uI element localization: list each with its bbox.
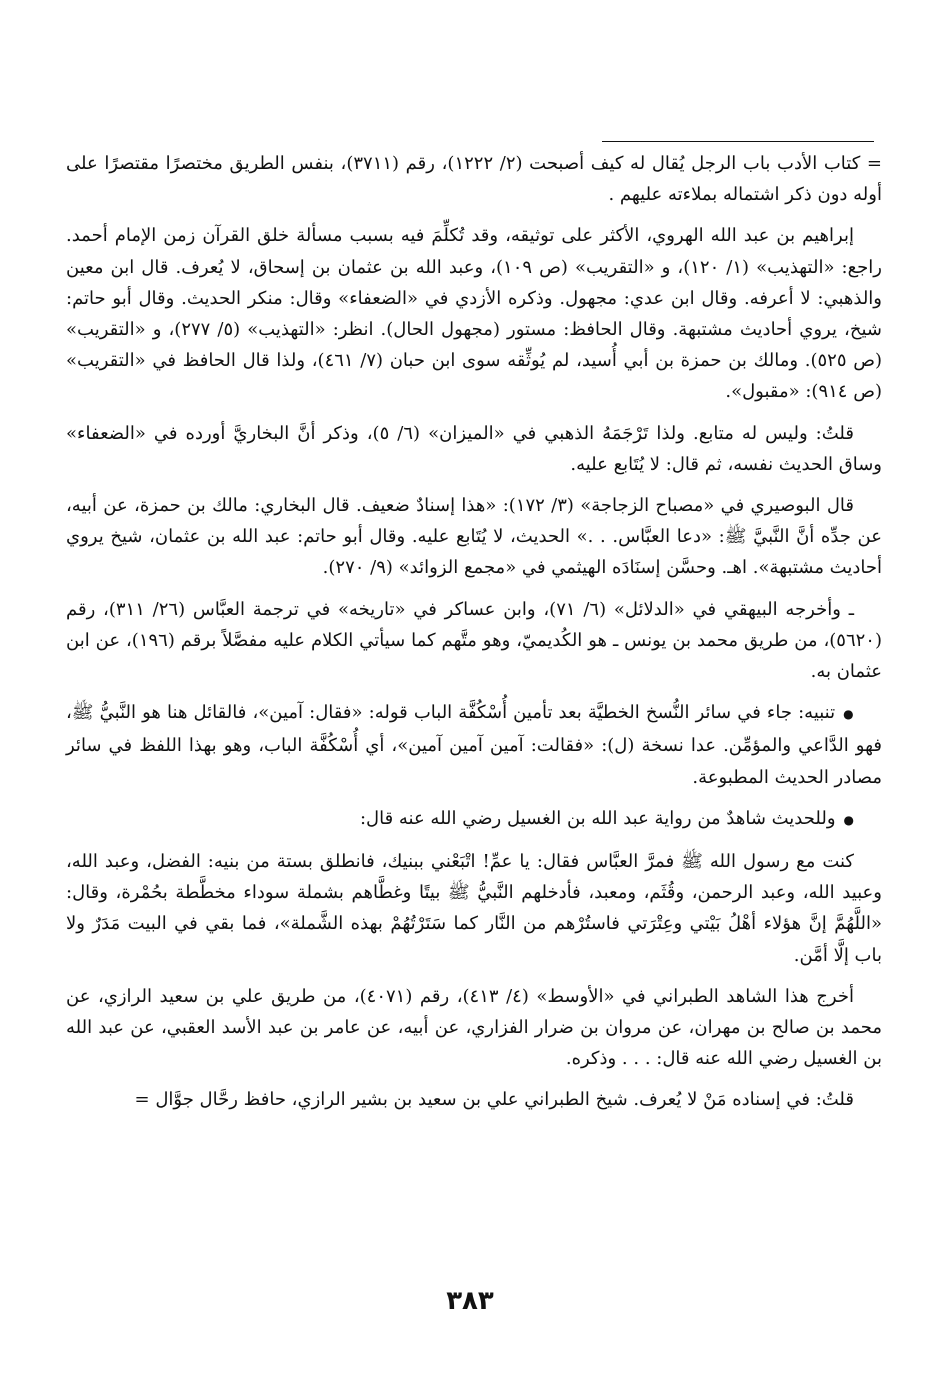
paragraph-hadith-text: كنت مع رسول الله ﷺ فمرَّ العبَّاس فقال: يا عمِّ! اتْبَعْني ببنيك، فانطلق بستة من بنيه: الفضل، وعبد الله، وعبيد الله، وعبد الرحمن، وقُثَم، ومعبد، فأدخلهم النَّبيُّ ﷺ بيتًا وغطَّاهم بشملة سوداء مخطَّطة بحُمْرة، وقال: «اللَّهُمَّ إنَّ هؤلاء أهْلُ بَيْتي وعِتْرَتي فاستُرْهم من النَّار كما سَتَرْتُهُمْ بهذه الشَّملة»، فما بقي في البيت مَدَرٌ ولا باب إلَّا أمَّن. xyxy=(66,851,882,966)
paragraph-bayhaqi-source: ـ وأخرجه البيهقي في «الدلائل» (٦/ ٧١)، وابن عساكر في «تاريخه» في ترجمة العبَّاس (٢٦/ ٣١١)، رقم (٥٦٢٠)، من طريق محمد بن يونس ـ هو الكُديميّ، وهو متَّهم كما سيأتي الكلام عليه مفصَّلاً برقم (١٩٦)، عن ابن عثمان به. xyxy=(66,598,882,683)
paragraph-narrator-assessment: إبراهيم بن عبد الله الهروي، الأكثر على توثيقه، وقد تُكلِّمَ فيه بسبب مسألة خلق القرآن زمن الإمام أحمد. راجع: «التهذيب» (١/ ١٢٠)، و «التقريب» (ص ١٠٩)، وعبد الله بن عثمان بن إسحاق، لا يُعرف. قال ابن معين والذهبي: لا أعرفه. وقال ابن عدي: مجهول. وذكره الأزدي في «الضعفاء» وقال: منكر الحديث. وقال أبو حاتم: شيخ، يروي أحاديث مشتبهة. وقال الحافظ: مستور (مجهول الحال). انظر: «التهذيب» (٥/ ٢٧٧)، و «التقريب» (ص ٥٢٥). ومالك بن حمزة بن أبي أُسيد، لم يُوثِّقه سوى ابن حبان (٧/ ٤٦١)، ولذا قال الحافظ في «التقريب» (ص ٩١٤): «مقبول». xyxy=(66,225,883,403)
page-number: ٣٨٣ xyxy=(446,1286,494,1316)
footnote-separator-line xyxy=(602,141,874,142)
paragraph-tabarani-source: أخرج هذا الشاهد الطبراني في «الأوسط» (٤/ ٤١٣)، رقم (٤٠٧١)، من طريق علي بن سعيد الرازي، عن محمد بن صالح بن مهران، عن مروان بن ضرار الفزاري، عن أبيه، عن عامر بن عبد الأسد العقبي، عن عبد الله بن الغسيل رضي الله عنه قال: . . . وذكره. xyxy=(66,985,883,1070)
paragraph-tanbih: ● تنبيه: جاء في سائر النُّسخ الخطيَّة بعد تأمين أُسْكُفَّة الباب قوله: «فقال: آمين»، فالقائل هنا هو النَّبيُّ ﷺ، فهو الدَّاعي والمؤمِّن. عدا نسخة (ل): «فقالت: آمين آمين آمين»، أي أُسْكُفَّة الباب، وهو بهذا اللفظ في سائر مصادر الحديث المطبوعة. xyxy=(66,697,882,793)
footnote-continuation: = كتاب الأدب باب الرجل يُقال له كيف أصبحت (٢/ ١٢٢٢)، رقم (٣٧١١)، بنفس الطريق مختصرًا مقتصرًا على أوله دون ذكر اشتماله بملاءته عليهم . xyxy=(66,153,883,206)
paragraph-isnad-note: قلتُ: في إسناده مَنْ لا يُعرف. شيخ الطبراني علي بن سعيد بن بشير الرازي، حافظ رحَّال جوَّال = xyxy=(134,1089,854,1111)
paragraph-author-note: قلتُ: وليس له متابع. ولذا تَرْجَمَهُ الذهبي في «الميزان» (٦/ ٥)، وذكر أنَّ البخاريَّ أورده في «الضعفاء» وساق الحديث نفسه، ثم قال: لا يُتَابع عليه. xyxy=(66,422,882,475)
paragraph-busiri-quote: قال البوصيري في «مصباح الزجاجة» (٣/ ١٧٢): «هذا إسنادٌ ضعيف. قال البخاري: مالك بن حمزة، عن أبيه، عن جدِّه أنَّ النَّبيَّ ﷺ: «دعا العبَّاس. . .» الحديث، لا يُتَابع عليه. وقال أبو حاتم: عبد الله بن عثمان، شيخ يروي أحاديث مشتبهة». اهـ. وحسَّن إسنَادَه الهيثمي في «مجمع الزوائد» (٩/ ٢٧٠). xyxy=(66,495,882,579)
paragraph-shahid-heading: ● وللحديث شاهدٌ من رواية عبد الله بن الغسيل رضي الله عنه قال: xyxy=(66,803,882,836)
footnote-body xyxy=(66,148,882,1126)
